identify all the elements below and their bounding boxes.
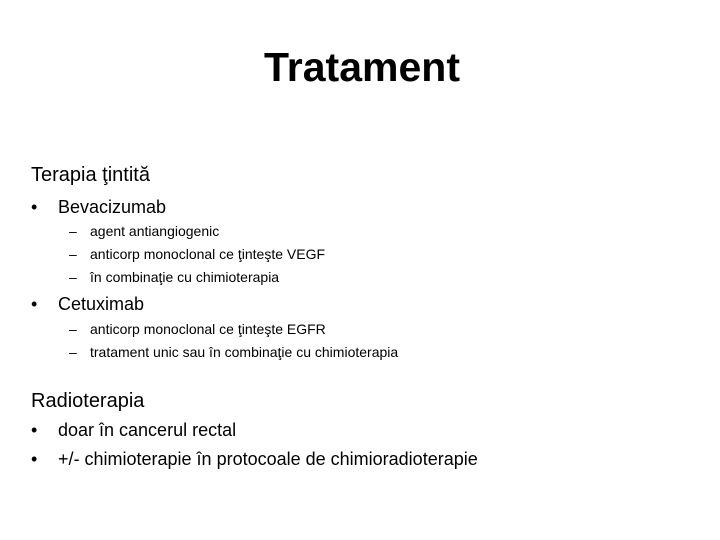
- bullet-label: +/- chimioterapie în protocoale de chimioradioterapie: [58, 449, 478, 469]
- bullet-marker: •: [31, 294, 38, 314]
- section-heading-radiotherapy: Radioterapia: [31, 390, 145, 412]
- section-heading-targeted-therapy: Terapia ţintită: [31, 164, 150, 186]
- bullet-rectal-cancer: [31, 418, 236, 442]
- sub-item: [69, 342, 398, 362]
- sub-item: [69, 319, 326, 339]
- dash-marker: –: [69, 269, 77, 285]
- sub-item-text: anticorp monoclonal ce ţinteşte VEGF: [90, 246, 326, 262]
- sub-item: [69, 244, 325, 264]
- sub-item-text: în combinaţie cu chimioterapia: [90, 269, 280, 285]
- dash-marker: –: [69, 246, 77, 262]
- sub-item-text: agent antiangiogenic: [90, 223, 220, 239]
- sub-item: [69, 267, 279, 287]
- sub-item: [69, 221, 219, 241]
- slide-title: Tratament: [264, 44, 460, 90]
- dash-marker: –: [69, 223, 77, 239]
- bullet-marker: •: [31, 197, 38, 217]
- bullet-marker: •: [31, 420, 38, 440]
- bullet-cetuximab: [31, 292, 144, 316]
- dash-marker: –: [69, 344, 77, 360]
- bullet-chemoradiotherapy: [31, 447, 478, 471]
- bullet-marker: •: [31, 449, 38, 469]
- bullet-label: Cetuximab: [58, 294, 145, 314]
- sub-item-text: tratament unic sau în combinaţie cu chimioterapia: [90, 344, 399, 360]
- bullet-label: doar în cancerul rectal: [58, 420, 237, 440]
- bullet-label: Bevacizumab: [58, 197, 167, 217]
- bullet-bevacizumab: [31, 195, 166, 219]
- sub-item-text: anticorp monoclonal ce ţinteşte EGFR: [90, 321, 326, 337]
- dash-marker: –: [69, 321, 77, 337]
